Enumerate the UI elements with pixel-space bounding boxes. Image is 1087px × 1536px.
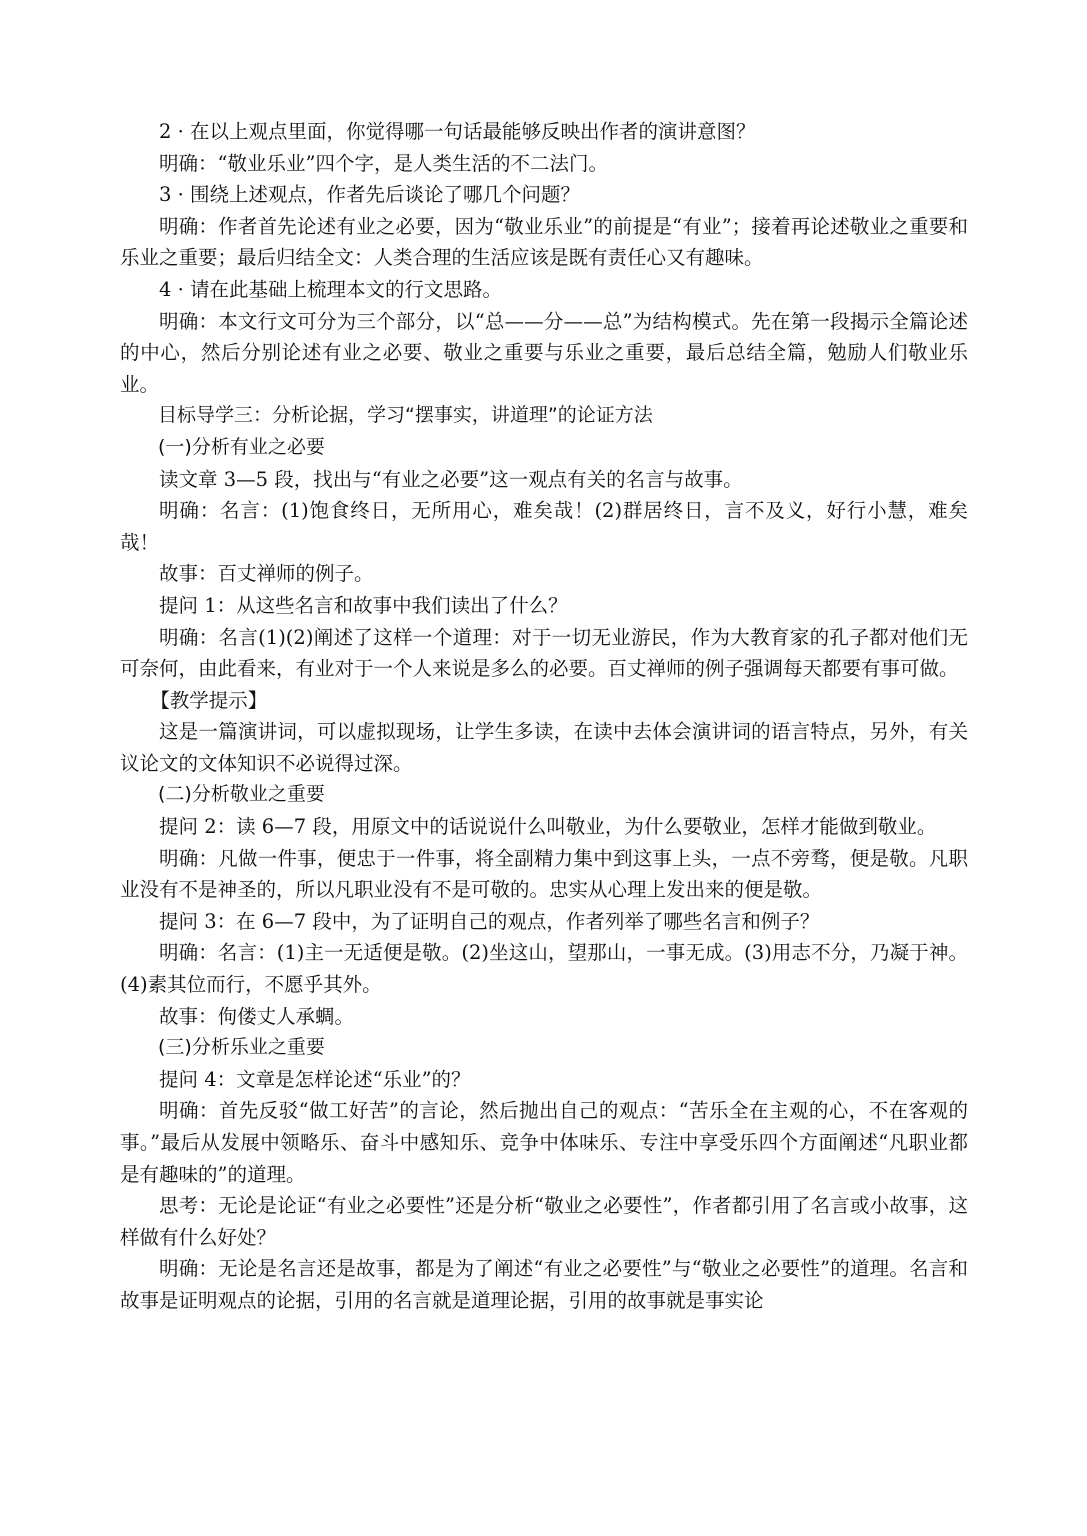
answer-reflection: 明确：无论是名言还是故事，都是为了阐述“有业之必要性”与“敬业之必要性”的道理。名言和故事是证明观点的论据，引用的名言就是道理论据，引用的故事就是事实论 [120,1257,968,1312]
prompt-question-2: 提问 2：读 6—7 段，用原文中的话说说什么叫敬业，为什么要敬业，怎样才能做到敬业。 [159,815,937,839]
teaching-tip-heading: 【教学提示】 [150,688,268,712]
subheading-importance-of-enjoyment: (三)分析乐业之重要 [158,1036,325,1059]
reading-task-3-5: 读文章 3—5 段，找出与“有业之必要”这一观点有关的名言与故事。 [159,467,743,491]
answer-3: 明确：作者首先论述有业之必要，因为“敬业乐业”的前提是“有业”；接着再论述敬业之重要和乐业之重要；最后归结全文：人类合理的生活应该是既有责任心又有趣味。 [120,214,968,270]
section-heading-goal-3: 目标导学三：分析论据，学习“摆事实，讲道理”的论证方法 [158,404,653,427]
subheading-importance-of-dedication: (二)分析敬业之重要 [158,783,325,806]
answer-prompt-4: 明确：首先反驳“做工好苦”的言论，然后抛出自己的观点：“苦乐全在主观的心，不在客观的事。”最后从发展中领略乐、奋斗中感知乐、竞争中体味乐、专注中享受乐四个方面阐述“凡职业都是有趣味的”的道理。 [120,1099,968,1186]
answer-2: 明确：“敬业乐业”四个字，是人类生活的不二法门。 [159,151,608,175]
question-2: 2 · 在以上观点里面，你觉得哪一句话最能够反映出作者的演讲意图？ [159,120,756,143]
answer-prompt-1: 明确：名言(1)(2)阐述了这样一个道理：对于一切无业游民，作为大教育家的孔子都对他们无可奈何，由此看来，有业对于一个人来说是多么的必要。百丈禅师的例子强调每天都要有事可做。 [120,625,968,681]
answer-quotes-1: 明确：名言：(1)饱食终日，无所用心，难矣哉！(2)群居终日，言不及义，好行小慧，难矣哉！ [120,499,968,554]
answer-4: 明确：本文行文可分为三个部分，以“总——分——总”为结构模式。先在第一段揭示全篇论述的中心，然后分别论述有业之必要、敬业之重要与乐业之重要，最后总结全篇，勉励人们敬业乐业。 [120,309,968,396]
answer-prompt-3: 明确：名言：(1)主一无适便是敬。(2)坐这山，望那山，一事无成。(3)用志不分，乃凝于神。(4)素其位而行，不愿乎其外。 [120,941,968,997]
story-2: 故事：佝偻丈人承蜩。 [159,1004,355,1028]
prompt-question-4: 提问 4：文章是怎样论述“乐业”的？ [159,1067,471,1091]
document-page [120,116,968,1317]
teaching-tip-body: 这是一篇演讲词，可以虚拟现场，让学生多读，在读中去体会演讲词的语言特点，另外，有关议论文的文体知识不必说得过深。 [120,720,968,775]
question-4: 4 · 请在此基础上梳理本文的行文思路。 [159,277,503,301]
question-3: 3 · 围绕上述观点，作者先后谈论了哪几个问题？ [159,183,581,207]
prompt-question-3: 提问 3：在 6—7 段中，为了证明自己的观点，作者列举了哪些名言和例子？ [159,909,820,933]
prompt-question-1: 提问 1：从这些名言和故事中我们读出了什么？ [159,593,568,617]
reflection-question: 思考：无论是论证“有业之必要性”还是分析“敬业之必要性”，作者都引用了名言或小故事，这样做有什么好处？ [120,1194,968,1249]
subheading-necessity-of-work: (一)分析有业之必要 [158,435,325,458]
answer-prompt-2: 明确：凡做一件事，便忠于一件事，将全副精力集中到这事上头，一点不旁骛，便是敬。凡职业没有不是神圣的，所以凡职业没有不是可敬的。忠实从心理上发出来的便是敬。 [120,846,968,902]
story-1: 故事：百丈禅师的例子。 [159,562,374,586]
